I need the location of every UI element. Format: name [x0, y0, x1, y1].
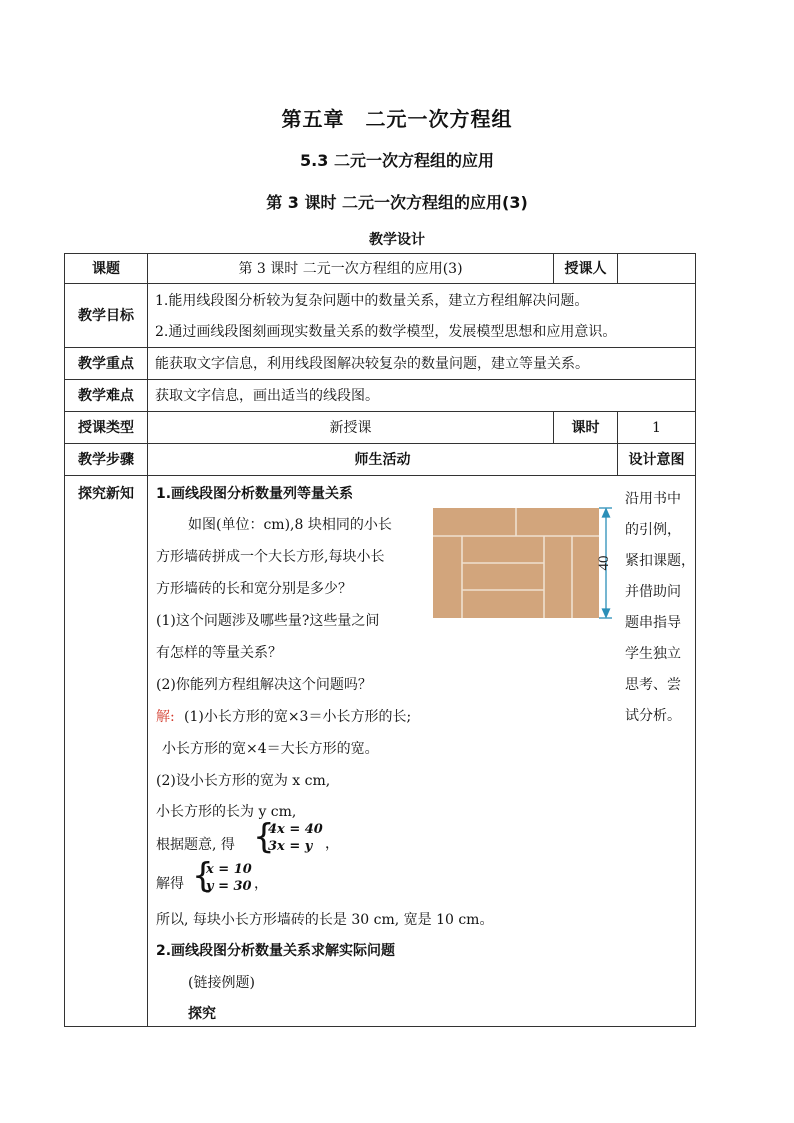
- difficulty-label: 教学难点: [78, 388, 134, 404]
- question-1a: (1)这个问题涉及哪些量?这些量之间: [156, 613, 380, 629]
- lesson-title: 第 3 课时 二元一次方程组的应用(3): [266, 193, 528, 212]
- focus-label: 教学重点: [78, 356, 134, 372]
- design-subtitle: 教学设计: [369, 232, 425, 248]
- goal-1: 1.能用线段图分析较为复杂问题中的数量关系，建立方程组解决问题。: [155, 293, 589, 309]
- solution-y: y = 30: [206, 879, 252, 894]
- equation-1: 4x = 40: [268, 822, 323, 837]
- equation-brace: {: [253, 817, 275, 857]
- activity-label: 师生活动: [354, 452, 411, 468]
- question-1b: 有怎样的等量关系？: [156, 645, 282, 661]
- solution-line-2: 小长方形的宽×4＝大长方形的宽。: [162, 741, 379, 757]
- teacher-label: 授课人: [564, 261, 607, 277]
- type-value: 新授课: [329, 420, 372, 436]
- difficulty-value: 获取文字信息，画出适当的线段图。: [155, 388, 379, 404]
- problem-line-2: 方形墙砖拼成一个大长方形,每块小长: [156, 549, 385, 565]
- solution-x: x = 10: [206, 862, 252, 877]
- goals-label: 教学目标: [78, 308, 134, 324]
- solution-line-5: 根据题意, 得: [156, 837, 235, 853]
- type-label: 授课类型: [78, 420, 134, 436]
- hours-label: 课时: [571, 420, 600, 436]
- intent-line: 思考、尝: [625, 677, 681, 693]
- comma: ，: [325, 836, 339, 852]
- equation-2: 3x = y: [268, 839, 313, 854]
- intent-line: 学生独立: [625, 646, 681, 662]
- activity-heading-1: 1.画线段图分析数量列等量关系: [156, 486, 354, 502]
- intent-label: 设计意图: [628, 452, 685, 468]
- brick-wall-figure: [432, 506, 622, 624]
- question-2: (2)你能列方程组解决这个问题吗？: [156, 677, 372, 693]
- activity-heading-2: 2.画线段图分析数量关系求解实际问题: [156, 943, 396, 959]
- intent-line: 并借助问: [625, 584, 681, 600]
- design-intent: [625, 484, 695, 732]
- example-link: (链接例题): [188, 975, 255, 991]
- hours-value: 1: [652, 420, 661, 436]
- problem-line-1: 如图(单位：cm),8 块相同的小长: [188, 517, 392, 533]
- solution-line-1: (1)小长方形的宽×3＝小长方形的长;: [184, 709, 412, 725]
- solve-label: 解:: [156, 709, 175, 725]
- section-title: 5.3 二元一次方程组的应用: [300, 151, 494, 170]
- solution-brace: {: [192, 856, 214, 896]
- goal-2: 2.通过画线段图刻画现实数量关系的数学模型，发展模型思想和应用意识。: [155, 324, 617, 340]
- explore-label: 探究新知: [78, 486, 134, 502]
- intent-line: 的引例，: [625, 522, 681, 538]
- solution-line-4: 小长方形的长为 y cm,: [156, 804, 297, 820]
- topic-value: 第 3 课时 二元一次方程组的应用(3): [238, 261, 463, 277]
- explore-heading: 探究: [188, 1006, 216, 1022]
- dimension-label: 40: [596, 555, 612, 571]
- solution-line-6: 解得: [156, 876, 184, 892]
- intent-line: 题串指导: [625, 615, 681, 631]
- conclusion: 所以, 每块小长方形墙砖的长是 30 cm, 宽是 10 cm。: [156, 912, 494, 928]
- comma: ，: [254, 876, 268, 892]
- intent-line: 试分析。: [625, 708, 681, 724]
- topic-label: 课题: [92, 261, 120, 277]
- problem-line-3: 方形墙砖的长和宽分别是多少？: [156, 581, 352, 597]
- intent-line: 紧扣课题，: [625, 553, 695, 569]
- intent-line: 沿用书中: [625, 491, 681, 507]
- chapter-title: 第五章 二元一次方程组: [281, 107, 513, 131]
- focus-value: 能获取文字信息，利用线段图解决较复杂的数量问题，建立等量关系。: [155, 356, 589, 372]
- steps-label: 教学步骤: [78, 452, 134, 468]
- solution-line-3: (2)设小长方形的宽为 x cm,: [156, 773, 331, 789]
